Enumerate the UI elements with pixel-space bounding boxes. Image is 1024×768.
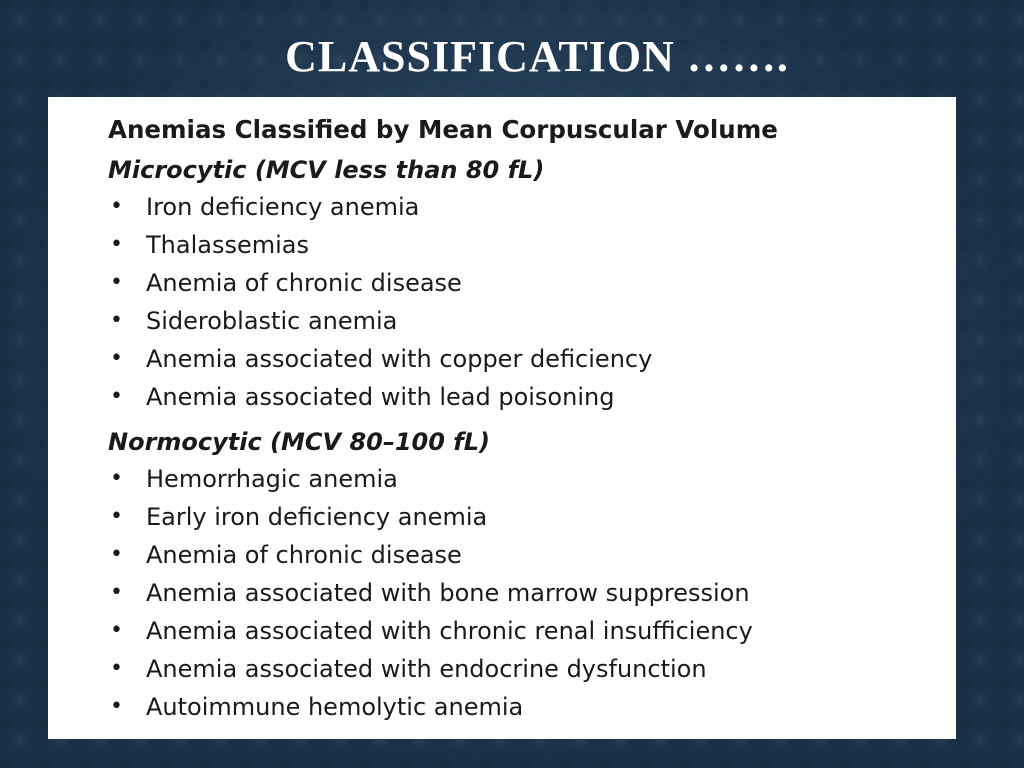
list-item bbox=[108, 226, 956, 264]
list-item bbox=[108, 536, 956, 574]
list-item bbox=[108, 498, 956, 536]
list-item-label: Anemia of chronic disease bbox=[146, 269, 462, 297]
list-item-label: Anemia of chronic disease bbox=[146, 541, 462, 569]
bullet-icon: • bbox=[110, 656, 123, 681]
bullet-icon: • bbox=[110, 346, 123, 371]
list-item-label: Hemorrhagic anemia bbox=[146, 465, 398, 493]
bullet-icon: • bbox=[110, 270, 123, 295]
normocytic-list bbox=[108, 460, 956, 726]
list-item-label: Anemia associated with bone marrow suppression bbox=[146, 579, 750, 607]
section-heading-normocytic: Normocytic (MCV 80–100 fL) bbox=[108, 428, 491, 456]
list-item-label: Anemia associated with endocrine dysfunction bbox=[146, 655, 707, 683]
microcytic-list bbox=[108, 188, 956, 416]
bullet-icon: • bbox=[110, 504, 123, 529]
slide-title: CLASSIFICATION ……. bbox=[285, 32, 789, 81]
section-heading-microcytic: Microcytic (MCV less than 80 fL) bbox=[108, 156, 545, 184]
list-item bbox=[108, 302, 956, 340]
list-item-label: Autoimmune hemolytic anemia bbox=[146, 693, 524, 721]
list-item-label: Anemia associated with copper deficiency bbox=[146, 345, 653, 373]
list-item bbox=[108, 340, 956, 378]
list-item bbox=[108, 378, 956, 416]
bullet-icon: • bbox=[110, 694, 123, 719]
list-item-label: Early iron deficiency anemia bbox=[146, 503, 488, 531]
bullet-icon: • bbox=[110, 618, 123, 643]
bullet-icon: • bbox=[110, 580, 123, 605]
bullet-icon: • bbox=[110, 384, 123, 409]
bullet-icon: • bbox=[110, 466, 123, 491]
list-item-label: Iron deficiency anemia bbox=[146, 193, 420, 221]
list-item-label: Anemia associated with lead poisoning bbox=[146, 383, 615, 411]
list-item-label: Sideroblastic anemia bbox=[146, 307, 398, 335]
list-item bbox=[108, 460, 956, 498]
list-item-label: Thalassemias bbox=[146, 231, 309, 259]
bullet-icon: • bbox=[110, 308, 123, 333]
panel-heading: Anemias Classified by Mean Corpuscular Volume bbox=[108, 115, 778, 144]
bullet-icon: • bbox=[110, 194, 123, 219]
list-item bbox=[108, 612, 956, 650]
list-item bbox=[108, 650, 956, 688]
list-item bbox=[108, 574, 956, 612]
bullet-icon: • bbox=[110, 232, 123, 257]
list-item bbox=[108, 188, 956, 226]
list-item bbox=[108, 688, 956, 726]
bullet-icon: • bbox=[110, 542, 123, 567]
content-panel bbox=[48, 97, 956, 739]
list-item bbox=[108, 264, 956, 302]
list-item-label: Anemia associated with chronic renal insufficiency bbox=[146, 617, 753, 645]
